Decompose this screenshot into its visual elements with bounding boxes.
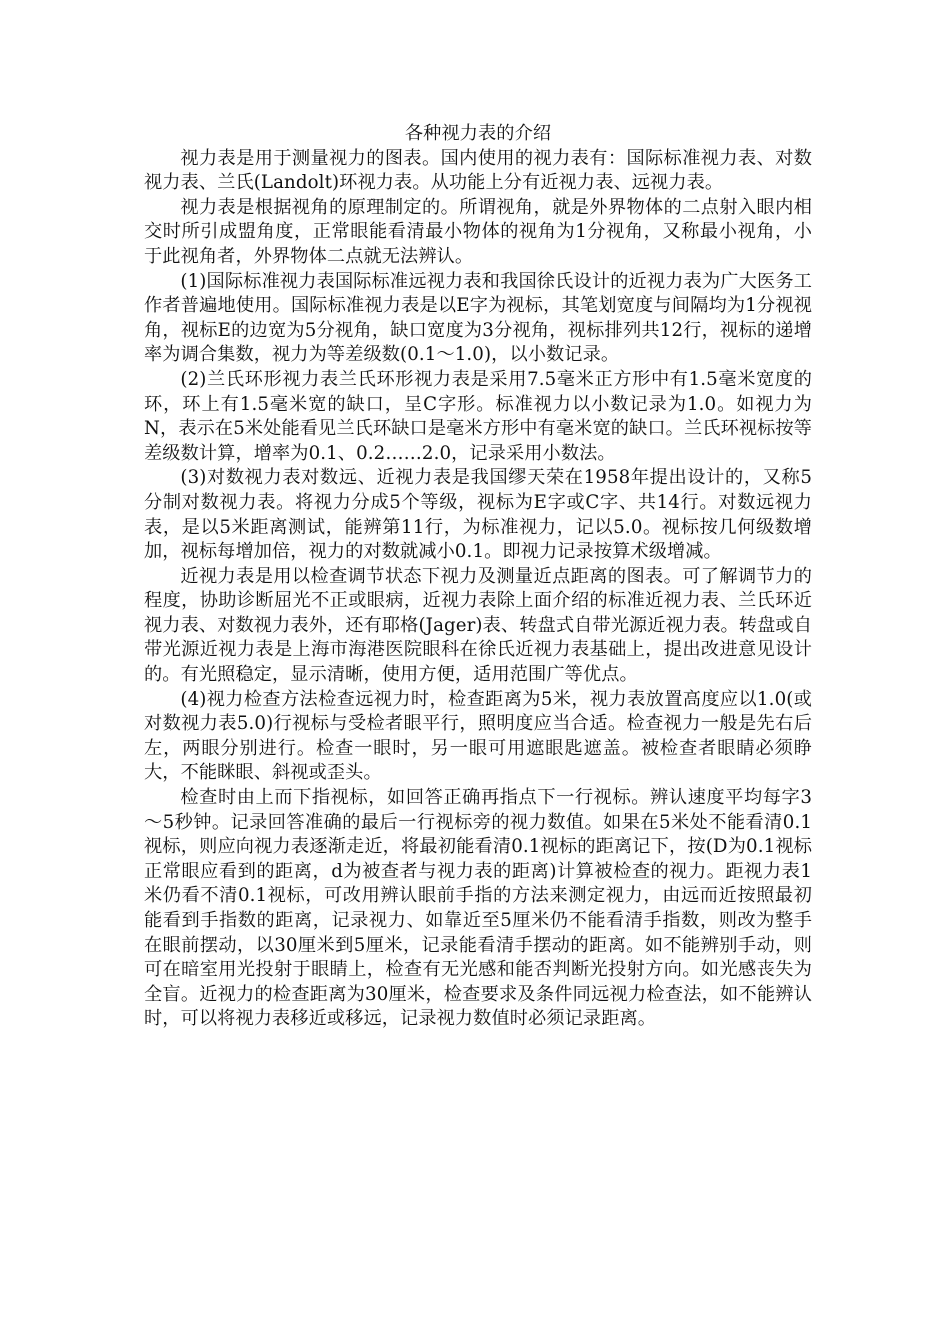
document-body	[144, 122, 812, 1032]
paragraph-logarithmic-chart: (3)对数视力表对数远、近视力表是我国缪天荣在1958年提出设计的，又称5分制对数视力表。将视力分成5个等级，视标为E字或C字、共14行。对数远视力表，是以5米距离测试，能辨第11行，为标准视力，记以5.0。视标按几何级数增加，视标每增加倍，视力的对数就减小0.1。即视力记录按算术级增减。	[144, 467, 812, 563]
paragraph-international-chart: (1)国际标准视力表国际标准远视力表和我国徐氏设计的近视力表为广大医务工作者普遍地使用。国际标准视力表是以E字为视标，其笔划宽度与间隔均为1分视视角，视标E的边宽为5分视角，缺口宽度为3分视角，视标排列共12行，视标的递增率为调合集数，视力为等差级数(0.1～1.0)，以小数记录。	[144, 270, 812, 366]
paragraph-exam-procedure: 检查时由上而下指视标，如回答正确再指点下一行视标。辨认速度平均每字3～5秒钟。记录回答准确的最后一行视标旁的视力数值。如果在5米处不能看清0.1视标，则应向视力表逐渐走近，将最初能看清0.1视标的距离记下，按(D为0.1视标正常眼应看到的距离，d为被查者与视力表的距离)计算被检查的视力。距视力表1米仍看不清0.1视标，可改用辨认眼前手指的方法来测定视力，由远而近按照最初能看到手指数的距离，记录视力、如靠近至5厘米仍不能看清手指数，则改为整手在眼前摆动，以30厘米到5厘米，记录能看清手摆动的距离。如不能辨别手动，则可在暗室用光投射于眼睛上，检查有无光感和能否判断光投射方向。如光感丧失为全盲。近视力的检查距离为30厘米，检查要求及条件同远视力检查法，如不能辨认时，可以将视力表移近或移远，记录视力数值时必须记录距离。	[144, 787, 812, 1030]
paragraph-near-vision-chart: 近视力表是用以检查调节状态下视力及测量近点距离的图表。可了解调节力的程度，协助诊断屈光不正或眼病，近视力表除上面介绍的标准近视力表、兰氏环近视力表、对数视力表外，还有耶格(Jager)表、转盘式自带光源近视力表。转盘或自带光源近视力表是上海市海港医院眼科在徐氏近视力表基础上，提出改进意见设计的。有光照稳定，显示清晰，使用方便，适用范围广等优点。	[144, 565, 812, 686]
paragraph-landolt-chart: (2)兰氏环形视力表兰氏环形视力表是采用7.5毫米正方形中有1.5毫米宽度的环，环上有1.5毫米宽的缺口，呈C字形。标准视力以小数记录为1.0。如视力为N，表示在5米处能看见兰氏环缺口是毫米方形中有毫米宽的缺口。兰氏环视标按等差级数计算，增率为0.1、0.2……2.0，记录采用小数法。	[144, 368, 812, 464]
paragraph-visual-angle: 视力表是根据视角的原理制定的。所谓视角，就是外界物体的二点射入眼内相交时所引成盟角度，正常眼能看清最小物体的视角为1分视角，又称最小视角，小于此视角者，外界物体二点就无法辨认。	[144, 196, 812, 267]
paragraph-exam-method: (4)视力检查方法检查远视力时，检查距离为5米，视力表放置高度应以1.0(或对数视力表5.0)行视标与受检者眼平行，照明度应当合适。检查视力一般是先右后左，两眼分别进行。检查一眼时，另一眼可用遮眼匙遮盖。被检查者眼睛必须睁大，不能眯眼、斜视或歪头。	[144, 688, 812, 784]
document-title: 各种视力表的介绍	[404, 123, 552, 144]
paragraph-intro: 视力表是用于测量视力的图表。国内使用的视力表有：国际标准视力表、对数视力表、兰氏(Landolt)环视力表。从功能上分有近视力表、远视力表。	[144, 147, 812, 194]
